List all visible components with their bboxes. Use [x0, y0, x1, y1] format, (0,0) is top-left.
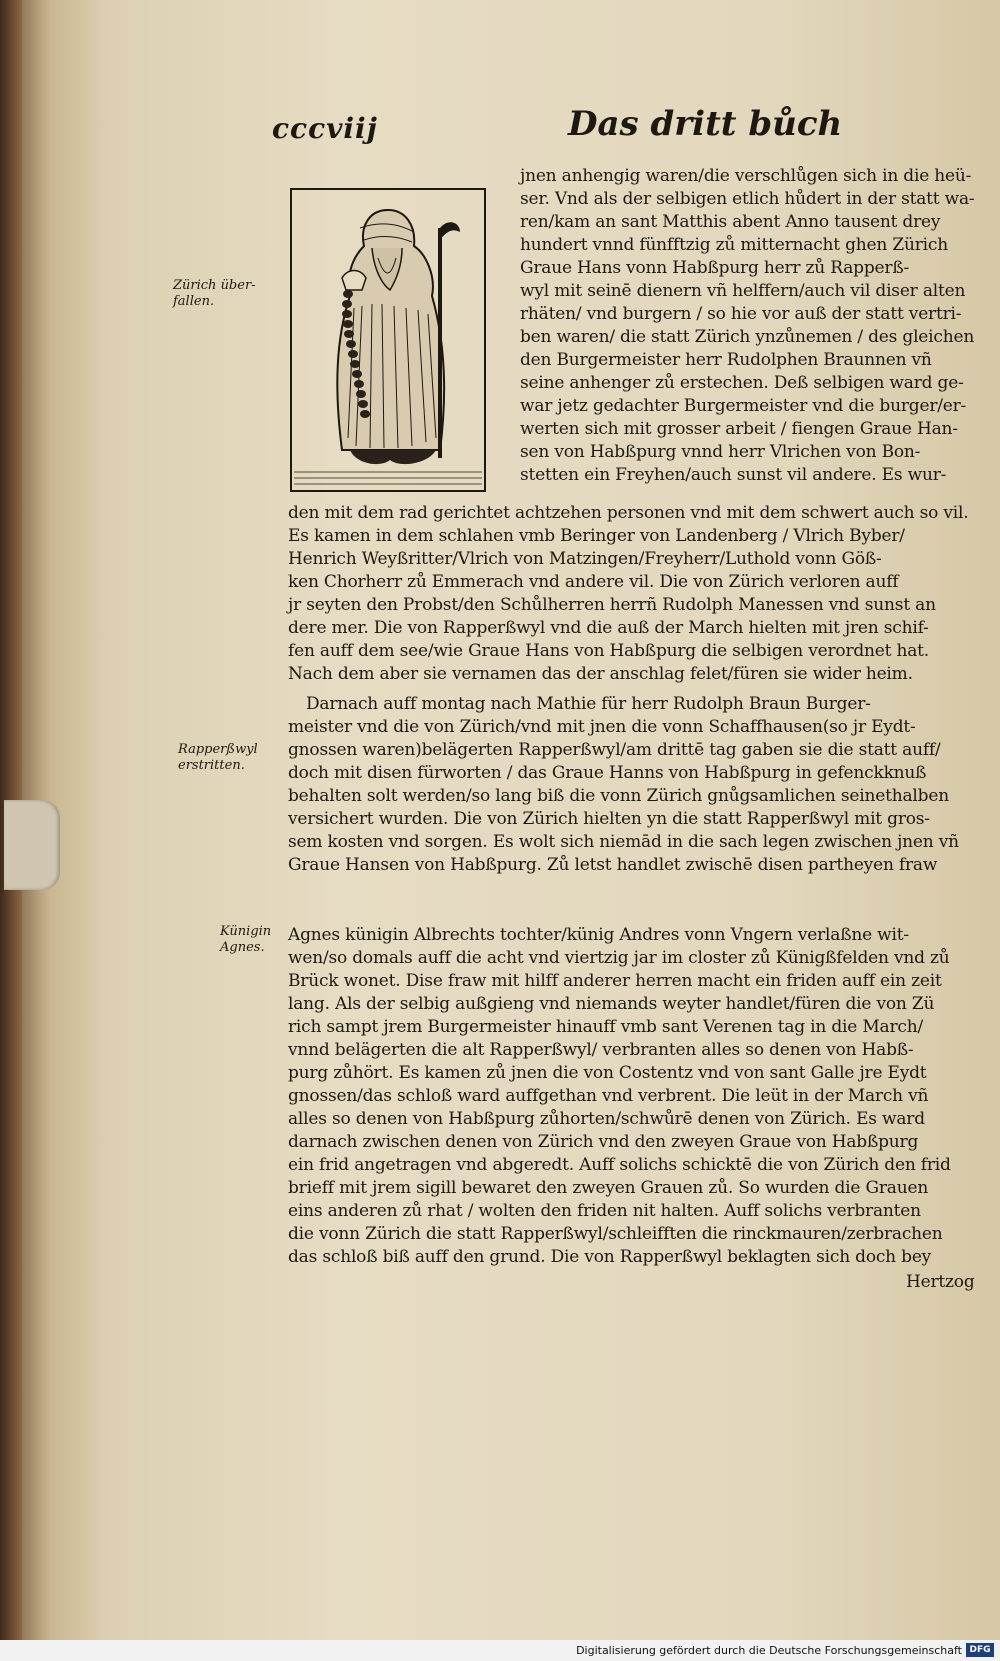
text-line: rich sampt jrem Burgermeister hinauff vmb sant Verenen tag in die March/	[288, 1017, 923, 1037]
text-line: jnen anhengig waren/die verschlůgen sich in die heü-	[520, 166, 972, 186]
text-line: Es kamen in dem schlahen vmb Beringer von Landenberg / Vlrich Byber/	[288, 526, 905, 546]
margin-note-line: fallen.	[173, 294, 215, 309]
text-line: stetten ein Freyhen/auch sunst vil andere. Es wur-	[520, 465, 947, 485]
margin-note-line: Agnes.	[220, 940, 265, 955]
text-line: wen/so domals auff die acht vnd viertzig jar im closter zů Künigßfelden vnd zů	[288, 948, 950, 968]
text-line: meister vnd die von Zürich/vnd mit jnen die vonn Schaffhausen(so jr Eydt-	[288, 717, 916, 737]
text-line: behalten solt werden/so lang biß die vonn Zürich gnůgsamlichen seinethalben	[288, 786, 949, 806]
text-line: alles so denen von Habßpurg zůhorten/schwůrē denen von Zürich. Es ward	[288, 1109, 925, 1129]
text-line: dere mer. Die von Rapperßwyl vnd die auß der March hielten mit jren schif-	[288, 618, 929, 638]
margin-note-3	[220, 924, 271, 956]
text-line: darnach zwischen denen von Zürich vnd den zweyen Graue von Habßpurg	[288, 1132, 919, 1152]
text-line: brieff mit jrem sigill bewaret den zweyen Grauen zů. So wurden die Grauen	[288, 1178, 929, 1198]
text-line: rhäten/ vnd burgern / so hie vor auß der statt vertri-	[520, 304, 962, 324]
text-line: Brück wonet. Dise fraw mit hilff anderer herren macht ein friden auff ein zeit	[288, 971, 942, 991]
text-line: war jetz gedachter Burgermeister vnd die burger/er-	[520, 396, 967, 416]
text-line: gnossen/das schloß ward auffgethan vnd verbrent. Die leüt in der March vñ	[288, 1086, 929, 1106]
text-line: wyl mit seinē dienern vñ helffern/auch vil diser alten	[520, 281, 966, 301]
text-line: sen von Habßpurg vnnd herr Vlrichen von Bon-	[520, 442, 921, 462]
text-line: Nach dem aber sie vernamen das der anschlag felet/füren sie wider heim.	[288, 664, 913, 684]
digitization-footer	[0, 1640, 1000, 1661]
margin-note-line: Zürich über-	[173, 278, 256, 293]
margin-note-line: erstritten.	[178, 758, 245, 773]
margin-note-line: Künigin	[220, 924, 272, 939]
text-line: die vonn Zürich die statt Rapperßwyl/schleifften die rinckmauren/zerbrachen	[288, 1224, 943, 1244]
woodcut-illustration	[290, 188, 486, 492]
folio-number: cccviij	[272, 112, 378, 145]
text-line: werten sich mit grosser arbeit / fiengen Graue Han-	[520, 419, 958, 439]
text-line: Graue Hans vonn Habßpurg herr zů Rapperß-	[520, 258, 910, 278]
text-line: fen auff dem see/wie Graue Hans von Habßpurg die selbigen verordnet hat.	[288, 641, 930, 661]
text-line: Henrich Weyßritter/Vlrich von Matzingen/Freyherr/Luthold vonn Göß-	[288, 549, 882, 569]
running-head: Das dritt bůch	[568, 104, 843, 144]
text-line: Agnes künigin Albrechts tochter/künig Andres vonn Vngern verlaßne wit-	[288, 925, 909, 945]
text-line: purg zůhört. Es kamen zů jnen die von Costentz vnd von sant Galle jre Eydt	[288, 1063, 927, 1083]
text-line: eins anderen zů rhat / wolten den friden nit halten. Auff solichs verbranten	[288, 1201, 921, 1221]
text-line: ein frid angetragen vnd abgeredt. Auff solichs schicktē die von Zürich den frid	[288, 1155, 951, 1175]
text-line: versichert wurden. Die von Zürich hielten yn die statt Rapperßwyl mit gros-	[288, 809, 930, 829]
paper-fold-tab	[4, 800, 60, 890]
margin-note-2	[178, 742, 258, 774]
margin-note-1	[173, 278, 256, 310]
text-line: das schloß biß auff den grund. Die von Rapperßwyl beklagten sich doch bey	[288, 1247, 932, 1267]
text-line: den mit dem rad gerichtet achtzehen personen vnd mit dem schwert auch so vil.	[288, 503, 969, 523]
text-line: lang. Als der selbig außgieng vnd niemands weyter handlet/füren die von Zü	[288, 994, 935, 1014]
text-line: ren/kam an sant Matthis abent Anno tausent drey	[520, 212, 941, 232]
text-line: ben waren/ die statt Zürich ynzůnemen / des gleichen	[520, 327, 975, 347]
text-line: seine anhenger zů erstechen. Deß selbigen ward ge-	[520, 373, 964, 393]
text-line: hundert vnnd fünfftzig zů mitternacht ghen Zürich	[520, 235, 948, 255]
text-line: jr seyten den Probst/den Schůlherren herrñ Rudolph Manessen vnd sunst an	[288, 595, 936, 615]
text-line: ken Chorherr zů Emmerach vnd andere vil. Die von Zürich verloren auff	[288, 572, 899, 592]
text-line: vnnd belägerten die alt Rapperßwyl/ verbranten alles so denen von Habß-	[288, 1040, 914, 1060]
footer-credit: Digitalisierung gefördert durch die Deutsche Forschungsgemeinschaft	[576, 1644, 962, 1657]
catchword: Hertzog	[906, 1272, 975, 1292]
text-line: Graue Hansen von Habßpurg. Zů letst handlet zwischē disen partheyen fraw	[288, 855, 938, 875]
text-line: den Burgermeister herr Rudolphen Braunnen vñ	[520, 350, 932, 370]
text-line: Darnach auff montag nach Mathie für herr Rudolph Braun Burger-	[306, 694, 871, 714]
text-line: sem kosten vnd sorgen. Es wolt sich niemād in die sach legen zwischen jnen vñ	[288, 832, 959, 852]
margin-note-line: Rapperßwyl	[178, 742, 258, 757]
dfg-logo: DFG	[966, 1643, 994, 1657]
text-line: doch mit disen fürworten / das Graue Hanns von Habßpurg in gefenckknuß	[288, 763, 927, 783]
woodcut-monk-figure	[290, 188, 486, 492]
text-line: ser. Vnd als der selbigen etlich hůdert in der statt wa-	[520, 189, 975, 209]
text-line: gnossen waren)belägerten Rapperßwyl/am drittē tag gaben sie die statt auff/	[288, 740, 941, 760]
